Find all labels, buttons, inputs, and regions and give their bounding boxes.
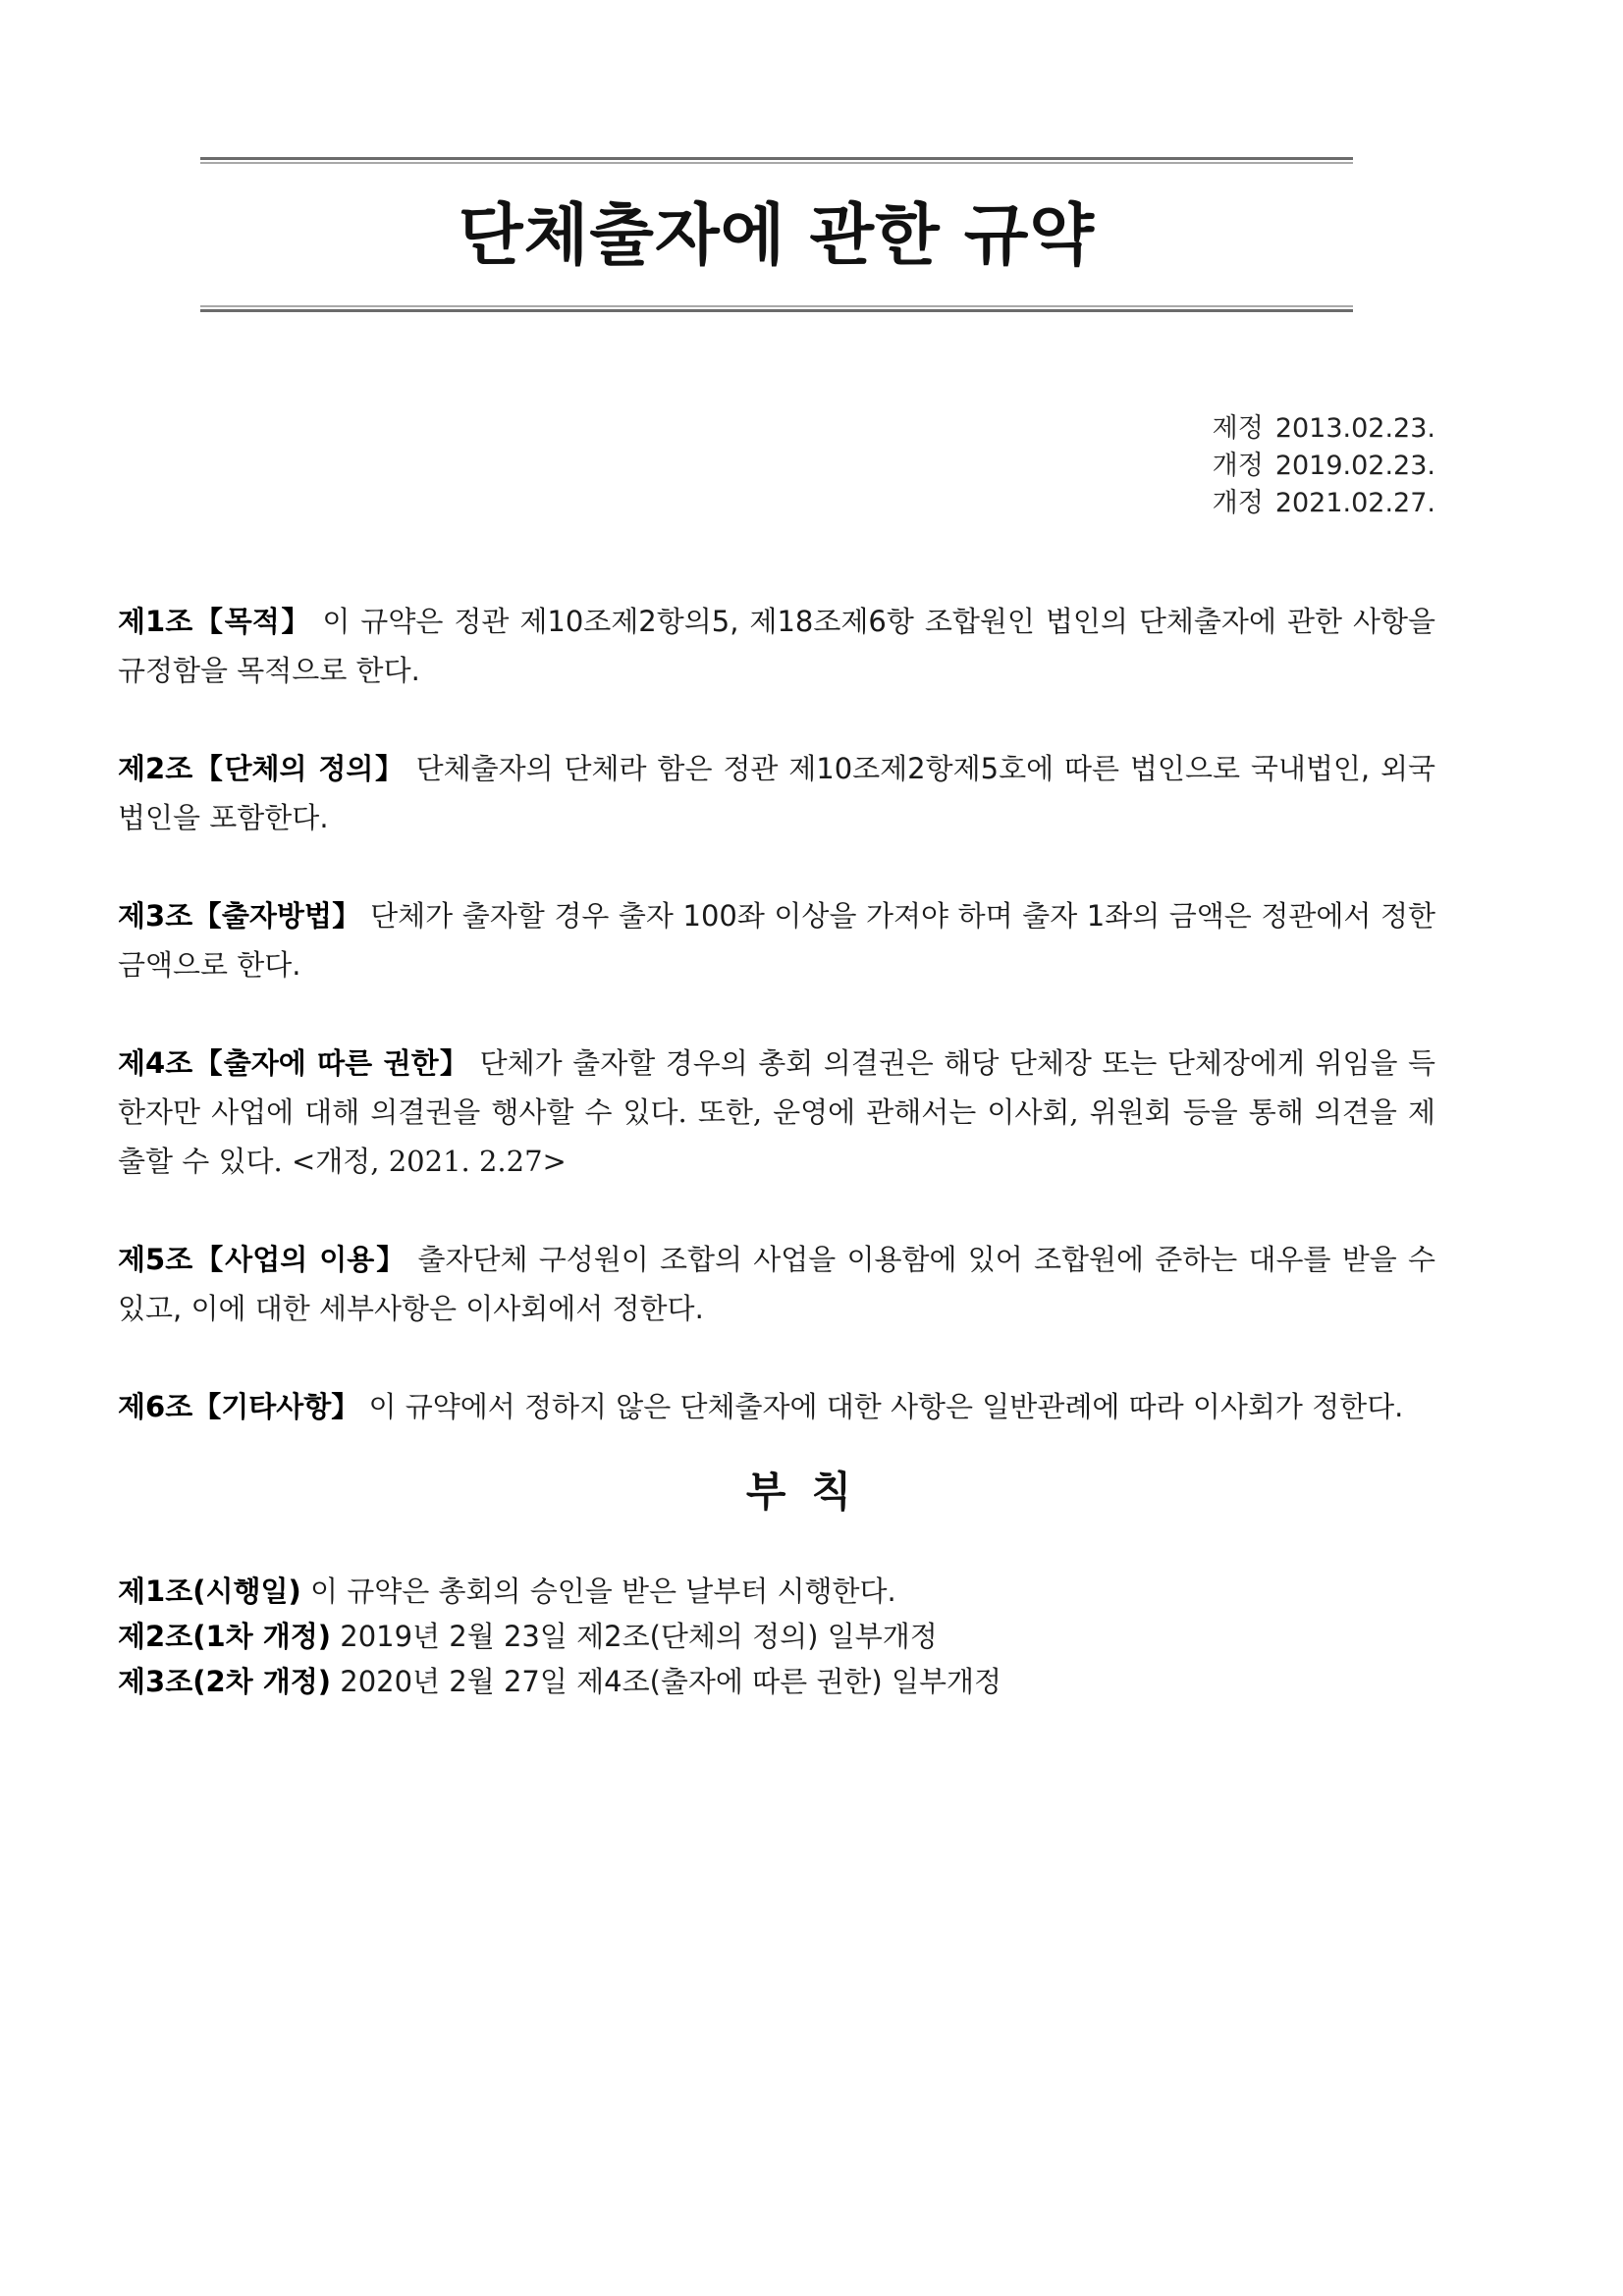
article-heading: 제1조【목적】 [118,605,312,638]
article-body: 출자단체 구성원이 조합의 사업을 이용함에 있어 조합원에 준하는 대우를 받을 수 있고, 이에 대한 세부사항은 이사회에서 정한다. [118,1243,1435,1325]
article-heading: 제6조【기타사항】 [118,1390,360,1423]
article [118,891,1435,989]
supplementary-item [118,1659,1435,1704]
history-row [1213,485,1435,522]
supplementary-heading: 제1조(시행일) [118,1575,301,1608]
history-date: 2013.02.23. [1274,413,1435,444]
supplementary-title: 부칙 [745,1468,878,1516]
article [118,1382,1435,1431]
title-word: 관한 [809,197,941,275]
article-heading: 제3조【출자방법】 [118,899,361,933]
supplementary-item [118,1569,1435,1614]
article [118,744,1435,842]
article [118,1235,1435,1333]
article-body: 이 규약에서 정하지 않은 단체출자에 대한 사항은 일반관례에 따라 이사회가 정한다. [368,1390,1404,1423]
article-body: 단체가 출자할 경우 출자 100좌 이상을 가져야 하며 출자 1좌의 금액은 정관에서 정한 금액으로 한다. [118,899,1436,982]
supplementary-list [118,1569,1435,1704]
article-heading: 제5조【사업의 이용】 [118,1243,407,1276]
article-list [118,597,1435,1480]
title-word: 단체출자에 [458,197,786,275]
supplementary-body: 2020년 2월 27일 제4조(출자에 따른 권한) 일부개정 [340,1665,1002,1698]
supplementary-item [118,1614,1435,1659]
title-word: 규약 [963,197,1096,275]
revision-history [1213,410,1435,522]
article [118,597,1435,695]
article-body: 이 규약은 정관 제10조제2항의5, 제18조제6항 조합원인 법인의 단체출자에 관한 사항을 규정함을 목적으로 한다. [118,605,1435,687]
article-heading: 제4조【출자에 따른 권한】 [118,1046,470,1080]
title-top-rule [200,157,1353,164]
amendment-note: <개정, 2021. 2.27> [291,1145,567,1178]
supplementary-body: 2019년 2월 23일 제2조(단체의 정의) 일부개정 [340,1620,938,1653]
history-date: 2021.02.27. [1274,488,1435,518]
title-bottom-rule [200,305,1353,312]
document-title [200,192,1353,281]
supplementary-heading: 제3조(2차 개정) [118,1665,332,1698]
history-row [1213,410,1435,448]
history-date: 2019.02.23. [1274,451,1435,481]
article-body: 단체출자의 단체라 함은 정관 제10조제2항제5호에 따른 법인으로 국내법인, 외국법인을 포함한다. [118,752,1436,834]
supplementary-body: 이 규약은 총회의 승인을 받은 날부터 시행한다. [309,1575,896,1608]
article [118,1039,1435,1186]
article-heading: 제2조【단체의 정의】 [118,752,406,785]
history-row [1213,448,1435,485]
article-body: 단체가 출자할 경우의 총회 의결권은 해당 단체장 또는 단체장에게 위임을 득 한자만 사업에 대해 의결권을 행사할 수 있다. 또한, 운영에 관해서는 이사회, 위원회 등을 통해 의견을 제출할 수 있다. [118,1046,1435,1178]
history-label: 제정 [1212,413,1264,444]
history-label: 개정 [1212,451,1264,481]
history-label: 개정 [1212,488,1264,518]
supplementary-heading: 제2조(1차 개정) [118,1620,332,1653]
